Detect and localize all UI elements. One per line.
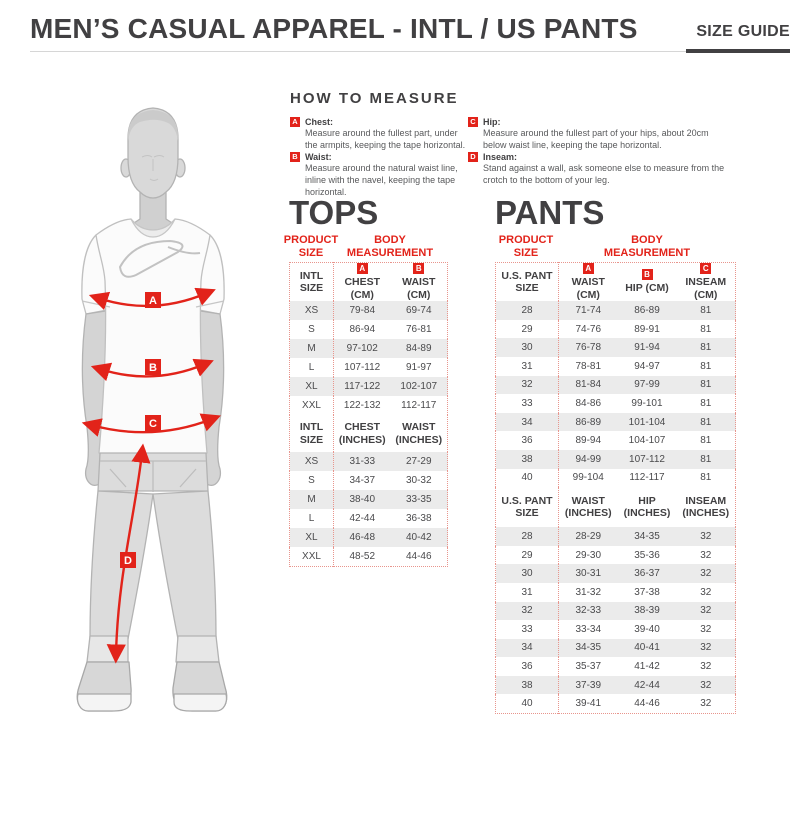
- measure-item-inseam: D Inseam: Stand against a wall, ask someone else to measure from the crotch to the bottom of your leg.: [468, 152, 730, 186]
- figure-svg: [30, 95, 280, 795]
- value-cell: 94-97: [634, 360, 660, 372]
- value-cell: 81: [677, 338, 736, 357]
- value-cell: 97-102: [334, 339, 391, 358]
- value-cell: 34-35: [559, 639, 618, 658]
- size-cell: XL: [290, 377, 334, 396]
- value-cell: 37-38: [634, 586, 660, 598]
- value-cell: 112-117: [629, 472, 665, 484]
- chest-marker-badge: A: [149, 295, 157, 307]
- table-row: [496, 639, 736, 658]
- value-cell: 71-74: [559, 301, 618, 320]
- size-cell: 33: [496, 620, 559, 639]
- size-cell: S: [290, 471, 334, 490]
- value-cell: 104-107: [628, 435, 666, 447]
- value-cell: 81: [677, 376, 736, 395]
- value-cell: 34-35: [618, 527, 677, 546]
- value-cell: 36-37: [618, 564, 677, 583]
- table-row: [290, 358, 448, 377]
- measure-item-hip: C Hip: Measure around the fullest part of your hips, about 20cm below waist line, keeping the tape horizontal.: [468, 117, 730, 151]
- value-cell: 48-52: [349, 551, 376, 563]
- waist-header-cell: WAIST (INCHES): [564, 494, 612, 520]
- value-cell: 31-33: [334, 452, 391, 471]
- value-cell: 30-32: [405, 475, 432, 487]
- table-row: [290, 320, 448, 339]
- value-cell: 27-29: [391, 452, 448, 471]
- size-cell: 28: [496, 527, 559, 546]
- measure-text: Measure around the fullest part of your hips, about 20cm below waist line, keeping the tape horizontal.: [483, 128, 709, 150]
- value-cell: 40-41: [618, 639, 677, 658]
- table-row: [496, 376, 736, 395]
- tops-size-table: [289, 262, 448, 567]
- tops-cm-header-row: [290, 263, 448, 302]
- waist-marker-badge: B: [149, 362, 157, 374]
- value-cell: 32: [700, 549, 712, 561]
- size-cell: 40: [496, 694, 559, 713]
- value-cell: 99-104: [572, 472, 604, 484]
- table-row: [290, 377, 448, 396]
- value-cell: 32: [700, 586, 712, 598]
- value-cell: 81: [677, 301, 736, 320]
- inseam-letter-badge: D: [468, 152, 478, 162]
- how-to-measure-heading: HOW TO MEASURE: [290, 90, 459, 107]
- size-cell: M: [290, 490, 334, 509]
- pants-heading: PANTS: [495, 194, 605, 231]
- size-header-cell: U.S. PANT SIZE: [496, 263, 559, 302]
- value-cell: 38-40: [334, 490, 391, 509]
- value-cell: 44-46: [405, 551, 432, 563]
- waist-header-cell: WAIST (INCHES): [395, 421, 443, 446]
- value-cell: 39-40: [634, 623, 660, 635]
- value-cell: 46-48: [334, 528, 391, 547]
- value-cell: 117-122: [334, 377, 391, 396]
- value-cell: 32: [677, 676, 736, 695]
- table-row: [290, 471, 448, 490]
- value-cell: 30-31: [559, 564, 618, 583]
- chest-a-badge: A: [357, 263, 368, 274]
- size-header-cell: INTL SIZE: [290, 415, 334, 452]
- hip-header-cell: HIP (INCHES): [623, 494, 671, 520]
- size-cell: M: [290, 339, 334, 358]
- table-row: [290, 509, 448, 528]
- size-header-cell: INTL SIZE: [290, 263, 334, 302]
- value-cell: 37-39: [559, 676, 618, 695]
- table-row: [496, 620, 736, 639]
- size-cell: XS: [290, 301, 334, 320]
- table-row: [496, 602, 736, 621]
- value-cell: 101-104: [618, 413, 677, 432]
- size-cell: XXL: [290, 547, 334, 567]
- value-cell: 81: [700, 360, 712, 372]
- value-cell: 78-81: [575, 360, 602, 372]
- chest-letter-badge: A: [290, 117, 300, 127]
- value-cell: 38-39: [618, 602, 677, 621]
- size-cell: 33: [496, 394, 559, 413]
- size-cell: 36: [496, 431, 559, 450]
- value-cell: 81: [700, 472, 712, 484]
- value-cell: 32: [677, 602, 736, 621]
- value-cell: 76-78: [559, 338, 618, 357]
- size-cell: 28: [496, 301, 559, 320]
- value-cell: 32: [700, 623, 712, 635]
- pants-product-size-label: PRODUCT SIZE: [498, 234, 554, 259]
- value-cell: 32: [677, 564, 736, 583]
- value-cell: 31-32: [575, 586, 602, 598]
- value-cell: 33-34: [575, 623, 602, 635]
- value-cell: 76-81: [405, 324, 432, 336]
- value-cell: 81: [677, 413, 736, 432]
- value-cell: 99-101: [631, 397, 663, 409]
- inseam-c-badge: C: [700, 263, 711, 274]
- size-cell: 31: [496, 357, 559, 376]
- value-cell: 81: [677, 450, 736, 469]
- value-cell: 32: [677, 639, 736, 658]
- pants-body-measurement-label: BODY MEASUREMENT: [603, 234, 691, 259]
- value-cell: 34-37: [349, 475, 376, 487]
- tops-section: [283, 194, 447, 567]
- table-row: [496, 469, 736, 488]
- size-guide-tab[interactable]: SIZE GUIDE: [696, 23, 790, 40]
- value-cell: 35-36: [634, 549, 660, 561]
- waist-header-cell: B WAIST (CM): [402, 264, 436, 301]
- value-cell: 74-76: [575, 323, 602, 335]
- waist-a-badge: A: [583, 263, 594, 274]
- value-cell: 81: [700, 323, 712, 335]
- how-to-measure-section: [290, 90, 790, 199]
- table-row: [496, 694, 736, 713]
- value-cell: 32-33: [559, 602, 618, 621]
- size-cell: L: [290, 509, 334, 528]
- size-cell: 29: [496, 320, 559, 339]
- tops-product-size-label: PRODUCT SIZE: [283, 234, 339, 259]
- page-title: MEN’S CASUAL APPAREL - INTL / US PANTS: [30, 13, 638, 44]
- size-guide-underline: [686, 49, 790, 53]
- value-cell: 107-112: [344, 362, 381, 374]
- pants-cm-header-row: [496, 263, 736, 302]
- value-cell: 33-35: [391, 490, 448, 509]
- value-cell: 91-94: [618, 338, 677, 357]
- hip-letter-badge: C: [468, 117, 478, 127]
- table-row: [496, 583, 736, 602]
- table-row: [290, 339, 448, 358]
- table-row: [496, 413, 736, 432]
- value-cell: 86-94: [349, 324, 376, 336]
- value-cell: 79-84: [334, 301, 391, 320]
- value-cell: 112-117: [401, 400, 437, 412]
- waist-header-cell: A WAIST (CM): [571, 264, 605, 301]
- table-row: [496, 657, 736, 676]
- value-cell: 81-84: [559, 376, 618, 395]
- measure-text: Measure around the natural waist line, inline with the navel, keeping the tape horizontal.: [305, 163, 458, 197]
- size-header-cell: U.S. PANT SIZE: [496, 487, 559, 527]
- table-row: [496, 320, 736, 339]
- value-cell: 69-74: [391, 301, 448, 320]
- pants-section: [495, 194, 735, 714]
- value-cell: 44-46: [634, 698, 660, 710]
- table-row: [496, 338, 736, 357]
- table-row: [290, 547, 448, 567]
- size-cell: S: [290, 320, 334, 339]
- table-row: [496, 394, 736, 413]
- pants-inches-header-row: [496, 487, 736, 527]
- male-figure-illustration: [30, 95, 280, 795]
- value-cell: 102-107: [391, 377, 448, 396]
- value-cell: 107-112: [618, 450, 677, 469]
- value-cell: 29-30: [575, 549, 602, 561]
- value-cell: 122-132: [343, 400, 381, 412]
- value-cell: 89-91: [634, 323, 660, 335]
- table-row: [496, 301, 736, 320]
- value-cell: 32: [700, 698, 712, 710]
- pants-size-table: [495, 262, 736, 714]
- inseam-marker-badge: D: [124, 555, 132, 567]
- table-row: [496, 676, 736, 695]
- value-cell: 94-99: [559, 450, 618, 469]
- table-row: [290, 452, 448, 471]
- table-row: [496, 431, 736, 450]
- value-cell: 86-89: [618, 301, 677, 320]
- tops-heading: TOPS: [289, 194, 379, 231]
- size-cell: 38: [496, 676, 559, 695]
- size-cell: 32: [496, 602, 559, 621]
- hip-b-badge: B: [642, 269, 653, 280]
- size-cell: XS: [290, 452, 334, 471]
- value-cell: 35-37: [575, 661, 602, 673]
- value-cell: 40-42: [391, 528, 448, 547]
- size-cell: L: [290, 358, 334, 377]
- table-row: [290, 528, 448, 547]
- size-cell: 34: [496, 639, 559, 658]
- size-cell: 38: [496, 450, 559, 469]
- size-cell: XXL: [290, 396, 334, 415]
- value-cell: 41-42: [634, 661, 660, 673]
- value-cell: 42-44: [349, 513, 376, 525]
- inseam-header-cell: C INSEAM (CM): [685, 264, 727, 301]
- table-row: [496, 450, 736, 469]
- tops-inches-header-row: [290, 415, 448, 452]
- size-cell: 40: [496, 469, 559, 488]
- size-cell: XL: [290, 528, 334, 547]
- value-cell: 81: [700, 435, 712, 447]
- size-cell: 34: [496, 413, 559, 432]
- size-cell: 31: [496, 583, 559, 602]
- table-row: [496, 564, 736, 583]
- value-cell: 86-89: [559, 413, 618, 432]
- size-cell: 32: [496, 376, 559, 395]
- table-row: [496, 527, 736, 546]
- value-cell: 32: [677, 527, 736, 546]
- size-cell: 30: [496, 564, 559, 583]
- chest-header-cell: CHEST (INCHES): [338, 421, 386, 446]
- value-cell: 89-94: [575, 435, 602, 447]
- body-silhouette: [77, 108, 226, 711]
- table-row: [290, 301, 448, 320]
- table-row: [290, 396, 448, 415]
- value-cell: 81: [700, 397, 712, 409]
- chest-header-cell: A CHEST (CM): [344, 264, 381, 301]
- size-cell: 29: [496, 546, 559, 565]
- header-divider: [30, 51, 790, 52]
- tops-body-measurement-label: BODY MEASUREMENT: [346, 234, 434, 259]
- table-row: [496, 546, 736, 565]
- value-cell: 97-99: [618, 376, 677, 395]
- value-cell: 84-89: [391, 339, 448, 358]
- measure-item-chest: A Chest: Measure around the fullest part, under the armpits, keeping the tape horizontal.: [290, 117, 468, 151]
- measure-text: Stand against a wall, ask someone else to measure from the crotch to the bottom of your leg.: [483, 163, 725, 186]
- waist-b-badge: B: [413, 263, 424, 274]
- table-row: [496, 357, 736, 376]
- value-cell: 32: [700, 661, 712, 673]
- value-cell: 91-97: [405, 362, 432, 374]
- size-cell: 36: [496, 657, 559, 676]
- value-cell: 28-29: [559, 527, 618, 546]
- table-row: [290, 490, 448, 509]
- waist-letter-badge: B: [290, 152, 300, 162]
- value-cell: 42-44: [618, 676, 677, 695]
- hip-marker-badge: C: [149, 418, 157, 430]
- inseam-header-cell: INSEAM (INCHES): [682, 494, 730, 520]
- measure-text: Measure around the fullest part, under the armpits, keeping the tape horizontal.: [305, 128, 466, 150]
- value-cell: 39-41: [575, 698, 602, 710]
- hip-header-cell: B HIP (CM): [625, 270, 669, 295]
- measure-item-waist: B Waist: Measure around the natural waist line, inline with the navel, keeping the tape horizontal.: [290, 152, 468, 198]
- size-cell: 30: [496, 338, 559, 357]
- value-cell: 36-38: [405, 513, 432, 525]
- value-cell: 84-86: [575, 397, 602, 409]
